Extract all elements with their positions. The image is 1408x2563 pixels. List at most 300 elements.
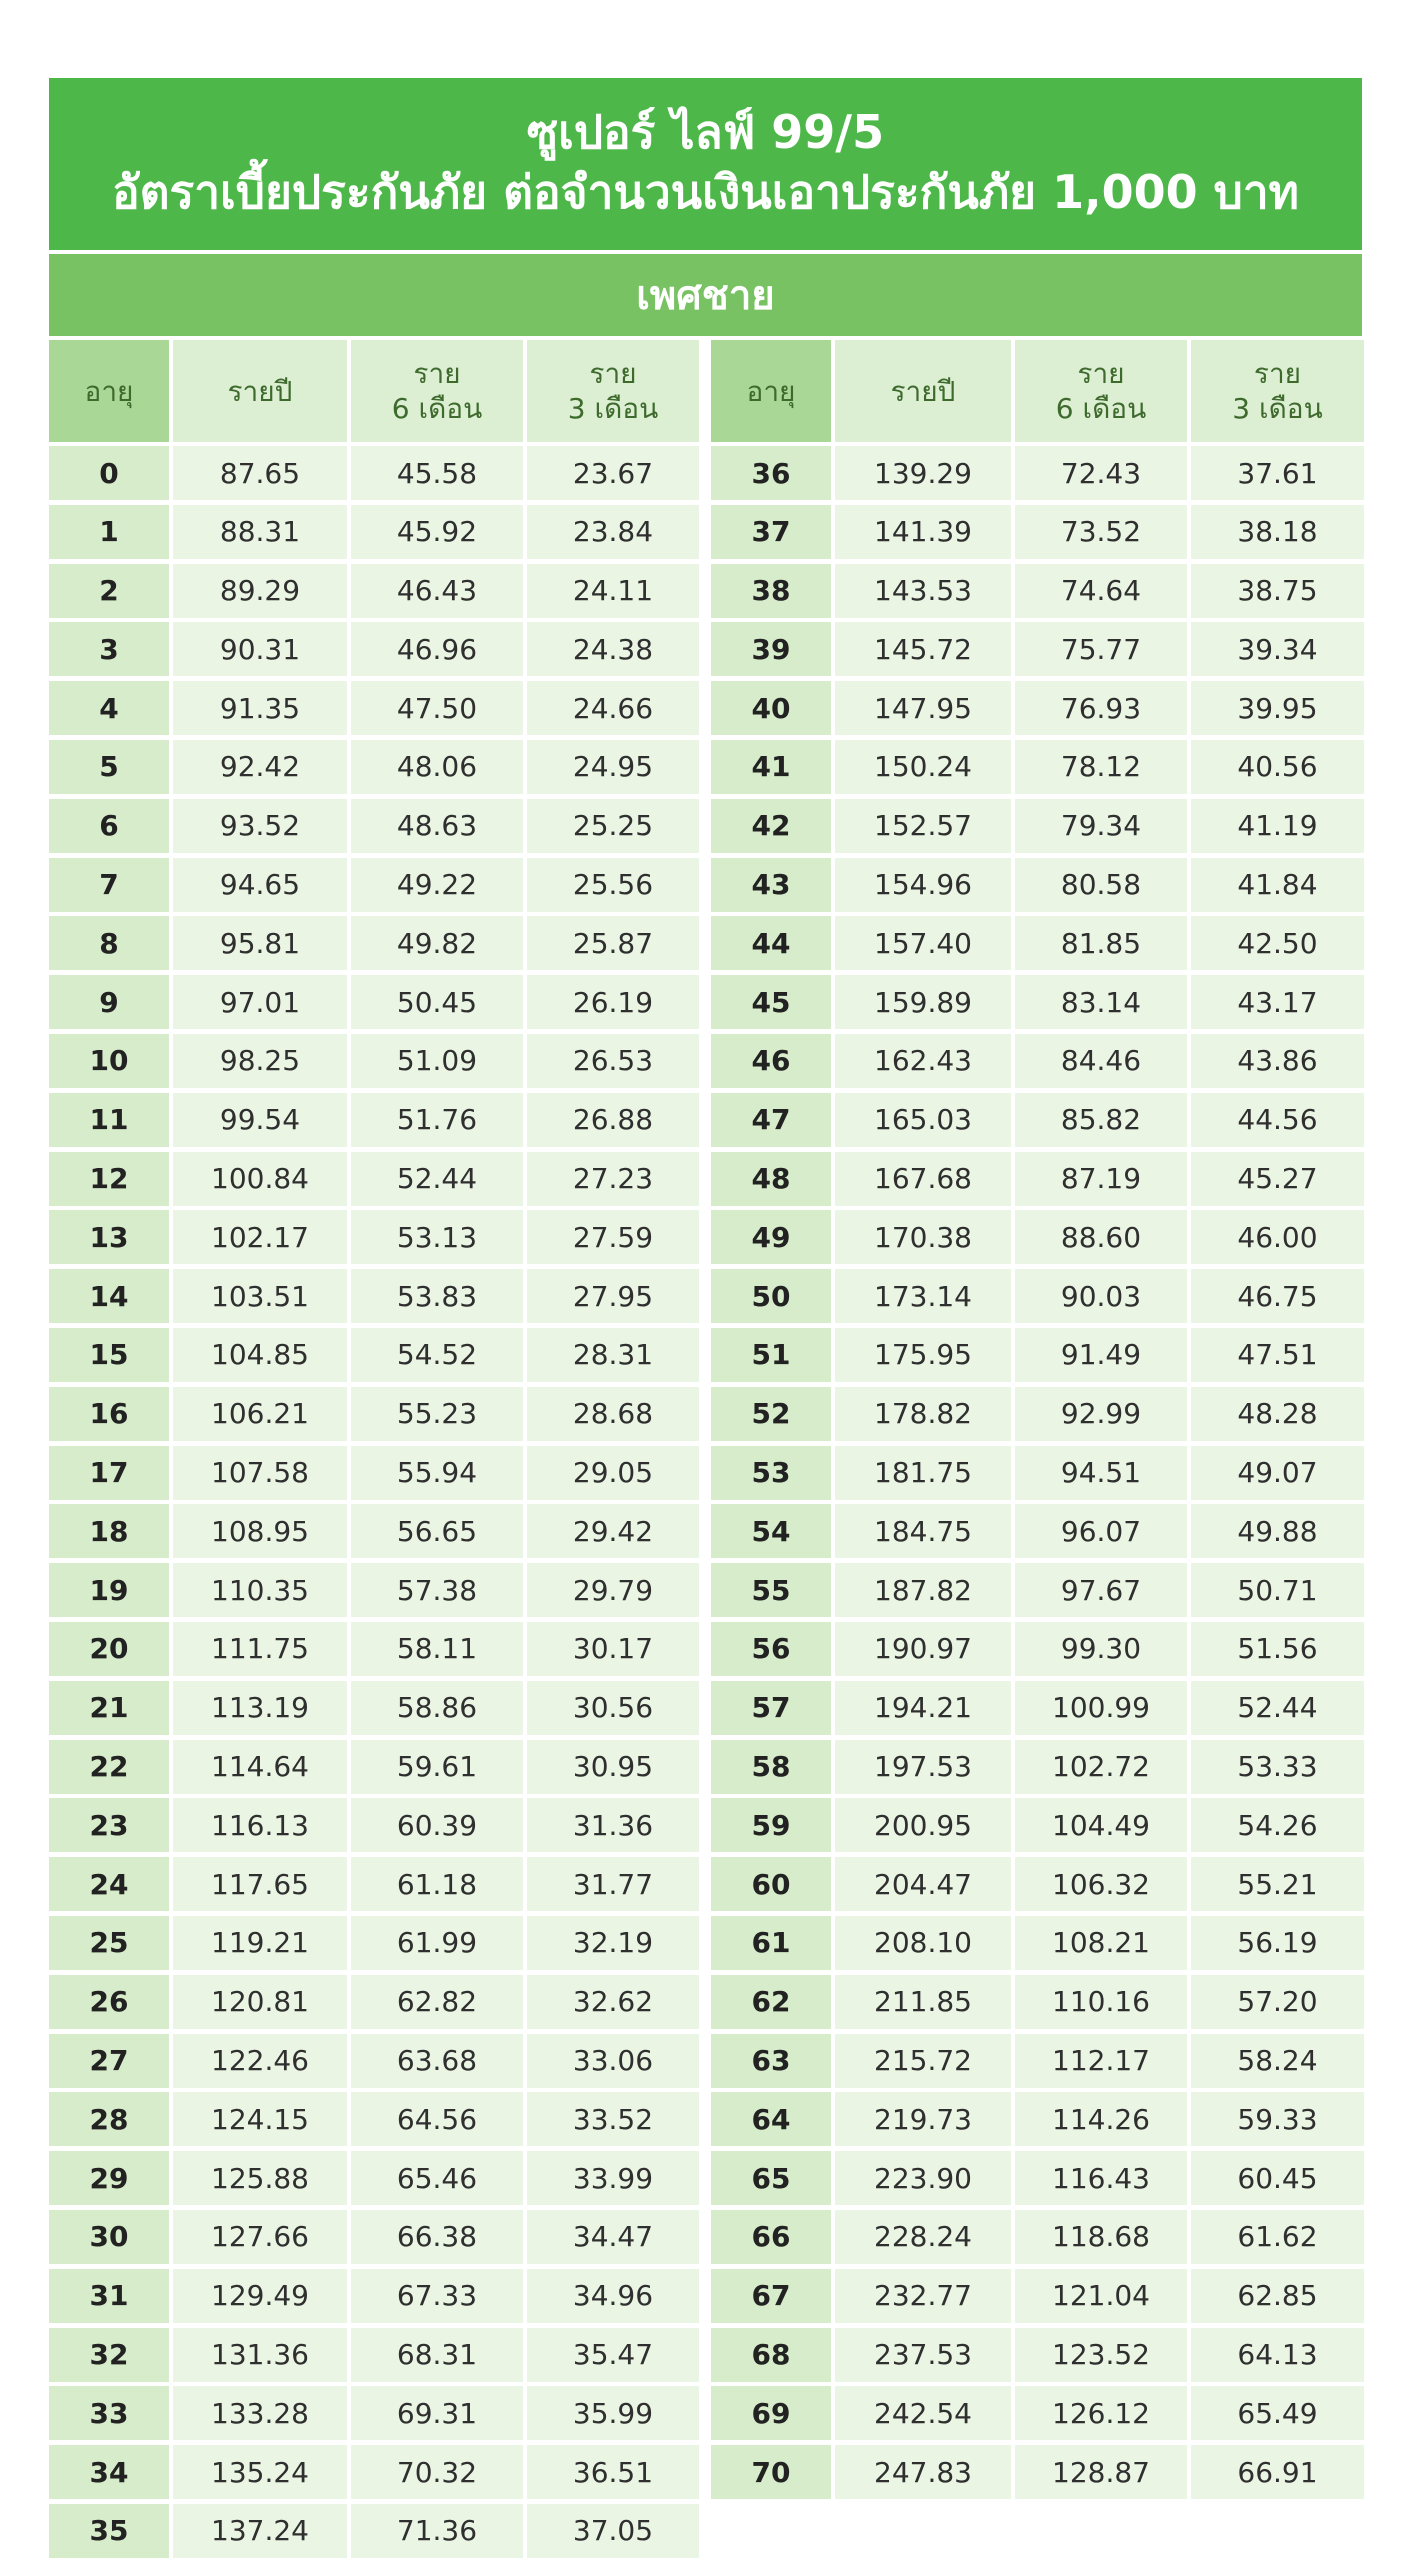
- table-header-row: [49, 340, 699, 442]
- annual-premium-cell: 110.35: [173, 1563, 347, 1617]
- table-row: [49, 858, 699, 912]
- semiannual-premium-cell: 51.09: [351, 1034, 523, 1088]
- age-cell: 17: [49, 1446, 169, 1500]
- semiannual-premium-cell: 55.94: [351, 1446, 523, 1500]
- header-semiannual: [1015, 340, 1187, 442]
- annual-premium-cell: 116.13: [173, 1798, 347, 1852]
- rate-table-left: [49, 340, 699, 2563]
- age-cell: 21: [49, 1681, 169, 1735]
- semiannual-premium-cell: 68.31: [351, 2328, 523, 2382]
- table-row: [49, 2092, 699, 2146]
- quarterly-premium-cell: 64.13: [1191, 2328, 1364, 2382]
- quarterly-premium-cell: 44.56: [1191, 1093, 1364, 1147]
- quarterly-premium-cell: 24.66: [527, 681, 699, 735]
- age-cell: 24: [49, 1857, 169, 1911]
- quarterly-premium-cell: 39.95: [1191, 681, 1364, 735]
- quarterly-premium-cell: 26.19: [527, 975, 699, 1029]
- table-row: [711, 2445, 1364, 2499]
- semiannual-premium-cell: 79.34: [1015, 799, 1187, 853]
- table-row: [49, 1210, 699, 1264]
- quarterly-premium-cell: 43.17: [1191, 975, 1364, 1029]
- semiannual-premium-cell: 51.76: [351, 1093, 523, 1147]
- annual-premium-cell: 154.96: [835, 858, 1011, 912]
- quarterly-premium-cell: 46.00: [1191, 1210, 1364, 1264]
- age-cell: 31: [49, 2269, 169, 2323]
- age-cell: 13: [49, 1210, 169, 1264]
- quarterly-premium-cell: 29.79: [527, 1563, 699, 1617]
- age-cell: 23: [49, 1798, 169, 1852]
- table-row: [49, 505, 699, 559]
- quarterly-premium-cell: 34.96: [527, 2269, 699, 2323]
- table-row: [711, 446, 1364, 500]
- semiannual-premium-cell: 70.32: [351, 2445, 523, 2499]
- semiannual-premium-cell: 84.46: [1015, 1034, 1187, 1088]
- semiannual-premium-cell: 60.39: [351, 1798, 523, 1852]
- age-cell: 39: [711, 622, 831, 676]
- age-cell: 66: [711, 2210, 831, 2264]
- quarterly-premium-cell: 48.28: [1191, 1387, 1364, 1441]
- semiannual-premium-cell: 92.99: [1015, 1387, 1187, 1441]
- annual-premium-cell: 194.21: [835, 1681, 1011, 1735]
- annual-premium-cell: 200.95: [835, 1798, 1011, 1852]
- age-cell: 55: [711, 1563, 831, 1617]
- age-cell: 70: [711, 2445, 831, 2499]
- semiannual-premium-cell: 81.85: [1015, 916, 1187, 970]
- semiannual-premium-cell: 112.17: [1015, 2034, 1187, 2088]
- semiannual-premium-cell: 46.96: [351, 622, 523, 676]
- table-row: [711, 1857, 1364, 1911]
- quarterly-premium-cell: 50.71: [1191, 1563, 1364, 1617]
- quarterly-premium-cell: 66.91: [1191, 2445, 1364, 2499]
- age-cell: 1: [49, 505, 169, 559]
- semiannual-premium-cell: 54.52: [351, 1328, 523, 1382]
- annual-premium-cell: 97.01: [173, 975, 347, 1029]
- annual-premium-cell: 157.40: [835, 916, 1011, 970]
- semiannual-premium-cell: 64.56: [351, 2092, 523, 2146]
- annual-premium-cell: 88.31: [173, 505, 347, 559]
- annual-premium-cell: 137.24: [173, 2504, 347, 2558]
- rate-table-right: [711, 340, 1364, 2504]
- age-cell: 0: [49, 446, 169, 500]
- semiannual-premium-cell: 62.82: [351, 1975, 523, 2029]
- table-row: [711, 2034, 1364, 2088]
- semiannual-premium-cell: 50.45: [351, 975, 523, 1029]
- semiannual-premium-cell: 104.49: [1015, 1798, 1187, 1852]
- annual-premium-cell: 190.97: [835, 1622, 1011, 1676]
- age-cell: 62: [711, 1975, 831, 2029]
- annual-premium-cell: 219.73: [835, 2092, 1011, 2146]
- age-cell: 58: [711, 1740, 831, 1794]
- table-row: [711, 1916, 1364, 1970]
- annual-premium-cell: 107.58: [173, 1446, 347, 1500]
- annual-premium-cell: 127.66: [173, 2210, 347, 2264]
- age-cell: 18: [49, 1504, 169, 1558]
- table-row: [711, 1093, 1364, 1147]
- semiannual-premium-cell: 47.50: [351, 681, 523, 735]
- semiannual-premium-cell: 66.38: [351, 2210, 523, 2264]
- annual-premium-cell: 95.81: [173, 916, 347, 970]
- semiannual-premium-cell: 72.43: [1015, 446, 1187, 500]
- age-cell: 3: [49, 622, 169, 676]
- semiannual-premium-cell: 76.93: [1015, 681, 1187, 735]
- annual-premium-cell: 187.82: [835, 1563, 1011, 1617]
- quarterly-premium-cell: 30.17: [527, 1622, 699, 1676]
- table-row: [49, 564, 699, 618]
- age-cell: 9: [49, 975, 169, 1029]
- header-semiannual-line1: ราย: [1077, 357, 1125, 390]
- quarterly-premium-cell: 61.62: [1191, 2210, 1364, 2264]
- rate-subtitle: อัตราเบี้ยประกันภัย ต่อจำนวนเงินเอาประกันภัย 1,000 บาท: [112, 164, 1299, 219]
- annual-premium-cell: 131.36: [173, 2328, 347, 2382]
- quarterly-premium-cell: 49.88: [1191, 1504, 1364, 1558]
- table-row: [49, 622, 699, 676]
- age-cell: 49: [711, 1210, 831, 1264]
- header-semiannual-line2: 6 เดือน: [391, 392, 483, 425]
- age-cell: 14: [49, 1269, 169, 1323]
- semiannual-premium-cell: 58.86: [351, 1681, 523, 1735]
- quarterly-premium-cell: 36.51: [527, 2445, 699, 2499]
- age-cell: 15: [49, 1328, 169, 1382]
- header-quarterly: [527, 340, 699, 442]
- table-row: [711, 1152, 1364, 1206]
- semiannual-premium-cell: 97.67: [1015, 1563, 1187, 1617]
- annual-premium-cell: 119.21: [173, 1916, 347, 1970]
- age-cell: 61: [711, 1916, 831, 1970]
- table-row: [49, 2328, 699, 2382]
- table-row: [711, 564, 1364, 618]
- age-cell: 16: [49, 1387, 169, 1441]
- age-cell: 8: [49, 916, 169, 970]
- quarterly-premium-cell: 37.05: [527, 2504, 699, 2558]
- age-cell: 30: [49, 2210, 169, 2264]
- annual-premium-cell: 152.57: [835, 799, 1011, 853]
- age-cell: 51: [711, 1328, 831, 1382]
- annual-premium-cell: 133.28: [173, 2386, 347, 2440]
- age-cell: 53: [711, 1446, 831, 1500]
- age-cell: 7: [49, 858, 169, 912]
- table-row: [49, 1387, 699, 1441]
- semiannual-premium-cell: 46.43: [351, 564, 523, 618]
- table-row: [711, 1034, 1364, 1088]
- semiannual-premium-cell: 73.52: [1015, 505, 1187, 559]
- annual-premium-cell: 237.53: [835, 2328, 1011, 2382]
- age-cell: 6: [49, 799, 169, 853]
- table-row: [49, 2445, 699, 2499]
- semiannual-premium-cell: 118.68: [1015, 2210, 1187, 2264]
- annual-premium-cell: 102.17: [173, 1210, 347, 1264]
- table-row: [49, 2386, 699, 2440]
- semiannual-premium-cell: 65.46: [351, 2151, 523, 2205]
- age-cell: 52: [711, 1387, 831, 1441]
- semiannual-premium-cell: 128.87: [1015, 2445, 1187, 2499]
- semiannual-premium-cell: 123.52: [1015, 2328, 1187, 2382]
- table-row: [49, 1446, 699, 1500]
- annual-premium-cell: 170.38: [835, 1210, 1011, 1264]
- quarterly-premium-cell: 23.84: [527, 505, 699, 559]
- semiannual-premium-cell: 83.14: [1015, 975, 1187, 1029]
- annual-premium-cell: 162.43: [835, 1034, 1011, 1088]
- annual-premium-cell: 223.90: [835, 2151, 1011, 2205]
- semiannual-premium-cell: 59.61: [351, 1740, 523, 1794]
- age-cell: 41: [711, 740, 831, 794]
- annual-premium-cell: 135.24: [173, 2445, 347, 2499]
- annual-premium-cell: 108.95: [173, 1504, 347, 1558]
- table-row: [711, 799, 1364, 853]
- header-annual: รายปี: [835, 340, 1011, 442]
- annual-premium-cell: 208.10: [835, 1916, 1011, 1970]
- quarterly-premium-cell: 25.56: [527, 858, 699, 912]
- annual-premium-cell: 159.89: [835, 975, 1011, 1029]
- quarterly-premium-cell: 28.68: [527, 1387, 699, 1441]
- table-row: [49, 1857, 699, 1911]
- annual-premium-cell: 215.72: [835, 2034, 1011, 2088]
- table-row: [49, 1798, 699, 1852]
- table-row: [711, 1210, 1364, 1264]
- quarterly-premium-cell: 45.27: [1191, 1152, 1364, 1206]
- annual-premium-cell: 100.84: [173, 1152, 347, 1206]
- semiannual-premium-cell: 94.51: [1015, 1446, 1187, 1500]
- annual-premium-cell: 122.46: [173, 2034, 347, 2088]
- annual-premium-cell: 141.39: [835, 505, 1011, 559]
- age-cell: 26: [49, 1975, 169, 2029]
- header-quarterly: [1191, 340, 1364, 442]
- table-row: [49, 1034, 699, 1088]
- quarterly-premium-cell: 24.11: [527, 564, 699, 618]
- annual-premium-cell: 228.24: [835, 2210, 1011, 2264]
- semiannual-premium-cell: 63.68: [351, 2034, 523, 2088]
- quarterly-premium-cell: 24.95: [527, 740, 699, 794]
- annual-premium-cell: 87.65: [173, 446, 347, 500]
- header-semiannual: [351, 340, 523, 442]
- age-cell: 65: [711, 2151, 831, 2205]
- annual-premium-cell: 173.14: [835, 1269, 1011, 1323]
- quarterly-premium-cell: 52.44: [1191, 1681, 1364, 1735]
- annual-premium-cell: 167.68: [835, 1152, 1011, 1206]
- quarterly-premium-cell: 59.33: [1191, 2092, 1364, 2146]
- annual-premium-cell: 211.85: [835, 1975, 1011, 2029]
- semiannual-premium-cell: 102.72: [1015, 1740, 1187, 1794]
- quarterly-premium-cell: 47.51: [1191, 1328, 1364, 1382]
- semiannual-premium-cell: 48.63: [351, 799, 523, 853]
- semiannual-premium-cell: 53.83: [351, 1269, 523, 1323]
- age-cell: 47: [711, 1093, 831, 1147]
- header-annual: รายปี: [173, 340, 347, 442]
- quarterly-premium-cell: 28.31: [527, 1328, 699, 1382]
- age-cell: 64: [711, 2092, 831, 2146]
- header-quarterly-line2: 3 เดือน: [567, 392, 659, 425]
- quarterly-premium-cell: 27.95: [527, 1269, 699, 1323]
- table-row: [49, 2151, 699, 2205]
- age-cell: 33: [49, 2386, 169, 2440]
- table-row: [711, 2092, 1364, 2146]
- age-cell: 59: [711, 1798, 831, 1852]
- annual-premium-cell: 181.75: [835, 1446, 1011, 1500]
- age-cell: 11: [49, 1093, 169, 1147]
- semiannual-premium-cell: 126.12: [1015, 2386, 1187, 2440]
- semiannual-premium-cell: 74.64: [1015, 564, 1187, 618]
- quarterly-premium-cell: 35.99: [527, 2386, 699, 2440]
- table-row: [49, 681, 699, 735]
- quarterly-premium-cell: 57.20: [1191, 1975, 1364, 2029]
- annual-premium-cell: 232.77: [835, 2269, 1011, 2323]
- quarterly-premium-cell: 33.06: [527, 2034, 699, 2088]
- annual-premium-cell: 242.54: [835, 2386, 1011, 2440]
- age-cell: 32: [49, 2328, 169, 2382]
- age-cell: 2: [49, 564, 169, 618]
- quarterly-premium-cell: 51.56: [1191, 1622, 1364, 1676]
- quarterly-premium-cell: 35.47: [527, 2328, 699, 2382]
- annual-premium-cell: 89.29: [173, 564, 347, 618]
- semiannual-premium-cell: 57.38: [351, 1563, 523, 1617]
- header-quarterly-line1: ราย: [589, 357, 637, 390]
- gender-header: เพศชาย: [49, 254, 1362, 336]
- quarterly-premium-cell: 55.21: [1191, 1857, 1364, 1911]
- table-row: [711, 1681, 1364, 1735]
- quarterly-premium-cell: 25.87: [527, 916, 699, 970]
- table-row: [49, 1504, 699, 1558]
- quarterly-premium-cell: 29.05: [527, 1446, 699, 1500]
- annual-premium-cell: 120.81: [173, 1975, 347, 2029]
- age-cell: 10: [49, 1034, 169, 1088]
- quarterly-premium-cell: 32.19: [527, 1916, 699, 1970]
- annual-premium-cell: 92.42: [173, 740, 347, 794]
- age-cell: 50: [711, 1269, 831, 1323]
- header-quarterly-line1: ราย: [1253, 357, 1302, 390]
- quarterly-premium-cell: 30.95: [527, 1740, 699, 1794]
- table-row: [49, 1152, 699, 1206]
- table-row: [711, 1387, 1364, 1441]
- age-cell: 36: [711, 446, 831, 500]
- annual-premium-cell: 247.83: [835, 2445, 1011, 2499]
- annual-premium-cell: 145.72: [835, 622, 1011, 676]
- table-row: [711, 681, 1364, 735]
- table-row: [49, 1328, 699, 1382]
- table-row: [49, 1916, 699, 1970]
- age-cell: 43: [711, 858, 831, 912]
- annual-premium-cell: 98.25: [173, 1034, 347, 1088]
- age-cell: 29: [49, 2151, 169, 2205]
- table-row: [711, 505, 1364, 559]
- age-cell: 40: [711, 681, 831, 735]
- quarterly-premium-cell: 53.33: [1191, 1740, 1364, 1794]
- table-row: [711, 2269, 1364, 2323]
- age-cell: 4: [49, 681, 169, 735]
- semiannual-premium-cell: 78.12: [1015, 740, 1187, 794]
- quarterly-premium-cell: 23.67: [527, 446, 699, 500]
- semiannual-premium-cell: 53.13: [351, 1210, 523, 1264]
- semiannual-premium-cell: 90.03: [1015, 1269, 1187, 1323]
- age-cell: 20: [49, 1622, 169, 1676]
- semiannual-premium-cell: 67.33: [351, 2269, 523, 2323]
- table-row: [49, 2210, 699, 2264]
- table-row: [49, 1563, 699, 1617]
- annual-premium-cell: 114.64: [173, 1740, 347, 1794]
- semiannual-premium-cell: 45.92: [351, 505, 523, 559]
- table-row: [711, 2386, 1364, 2440]
- table-row: [49, 1975, 699, 2029]
- quarterly-premium-cell: 29.42: [527, 1504, 699, 1558]
- quarterly-premium-cell: 31.77: [527, 1857, 699, 1911]
- annual-premium-cell: 99.54: [173, 1093, 347, 1147]
- table-row: [49, 446, 699, 500]
- semiannual-premium-cell: 116.43: [1015, 2151, 1187, 2205]
- quarterly-premium-cell: 34.47: [527, 2210, 699, 2264]
- age-cell: 63: [711, 2034, 831, 2088]
- annual-premium-cell: 91.35: [173, 681, 347, 735]
- table-row: [49, 2034, 699, 2088]
- quarterly-premium-cell: 25.25: [527, 799, 699, 853]
- annual-premium-cell: 106.21: [173, 1387, 347, 1441]
- annual-premium-cell: 150.24: [835, 740, 1011, 794]
- semiannual-premium-cell: 108.21: [1015, 1916, 1187, 1970]
- annual-premium-cell: 111.75: [173, 1622, 347, 1676]
- table-row: [49, 1269, 699, 1323]
- annual-premium-cell: 117.65: [173, 1857, 347, 1911]
- semiannual-premium-cell: 75.77: [1015, 622, 1187, 676]
- table-row: [49, 740, 699, 794]
- semiannual-premium-cell: 49.82: [351, 916, 523, 970]
- age-cell: 68: [711, 2328, 831, 2382]
- age-cell: 56: [711, 1622, 831, 1676]
- semiannual-premium-cell: 56.65: [351, 1504, 523, 1558]
- table-row: [49, 1740, 699, 1794]
- semiannual-premium-cell: 45.58: [351, 446, 523, 500]
- age-cell: 35: [49, 2504, 169, 2558]
- age-cell: 34: [49, 2445, 169, 2499]
- annual-premium-cell: 103.51: [173, 1269, 347, 1323]
- quarterly-premium-cell: 62.85: [1191, 2269, 1364, 2323]
- semiannual-premium-cell: 110.16: [1015, 1975, 1187, 2029]
- quarterly-premium-cell: 38.75: [1191, 564, 1364, 618]
- table-row: [711, 1446, 1364, 1500]
- semiannual-premium-cell: 61.18: [351, 1857, 523, 1911]
- table-row: [711, 1269, 1364, 1323]
- semiannual-premium-cell: 61.99: [351, 1916, 523, 1970]
- table-row: [49, 975, 699, 1029]
- annual-premium-cell: 129.49: [173, 2269, 347, 2323]
- age-cell: 27: [49, 2034, 169, 2088]
- table-row: [49, 916, 699, 970]
- annual-premium-cell: 184.75: [835, 1504, 1011, 1558]
- annual-premium-cell: 204.47: [835, 1857, 1011, 1911]
- table-row: [711, 1622, 1364, 1676]
- semiannual-premium-cell: 58.11: [351, 1622, 523, 1676]
- quarterly-premium-cell: 27.59: [527, 1210, 699, 1264]
- semiannual-premium-cell: 49.22: [351, 858, 523, 912]
- age-cell: 19: [49, 1563, 169, 1617]
- quarterly-premium-cell: 43.86: [1191, 1034, 1364, 1088]
- annual-premium-cell: 94.65: [173, 858, 347, 912]
- table-row: [711, 858, 1364, 912]
- semiannual-premium-cell: 96.07: [1015, 1504, 1187, 1558]
- semiannual-premium-cell: 48.06: [351, 740, 523, 794]
- table-row: [49, 799, 699, 853]
- header-semiannual-line1: ราย: [413, 357, 461, 390]
- quarterly-premium-cell: 60.45: [1191, 2151, 1364, 2205]
- annual-premium-cell: 143.53: [835, 564, 1011, 618]
- annual-premium-cell: 197.53: [835, 1740, 1011, 1794]
- quarterly-premium-cell: 49.07: [1191, 1446, 1364, 1500]
- quarterly-premium-cell: 40.56: [1191, 740, 1364, 794]
- age-cell: 22: [49, 1740, 169, 1794]
- age-cell: 42: [711, 799, 831, 853]
- age-cell: 12: [49, 1152, 169, 1206]
- age-cell: 46: [711, 1034, 831, 1088]
- age-cell: 44: [711, 916, 831, 970]
- quarterly-premium-cell: 56.19: [1191, 1916, 1364, 1970]
- annual-premium-cell: 90.31: [173, 622, 347, 676]
- age-cell: 48: [711, 1152, 831, 1206]
